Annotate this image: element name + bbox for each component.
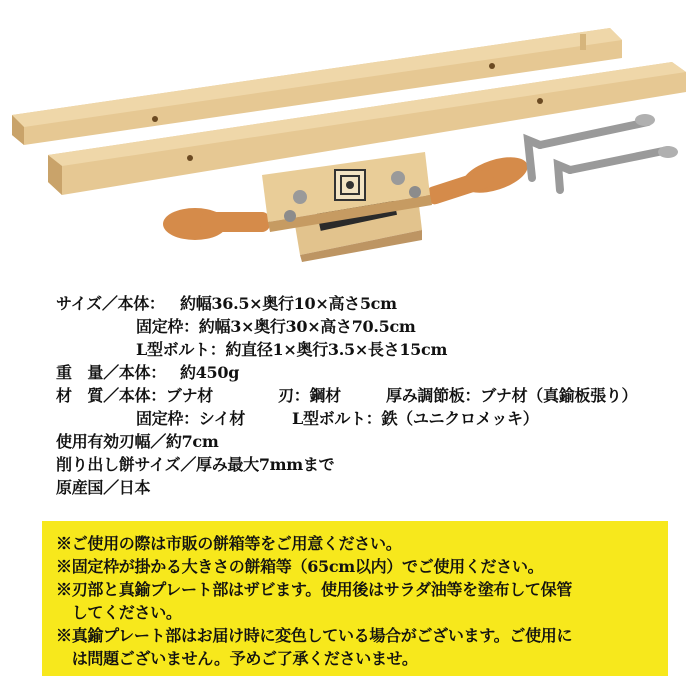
spec-weight-row	[56, 361, 676, 384]
spec-blade-width-row	[56, 430, 676, 453]
note-line-5: ※真鍮プレート部はお届け時に変色している場合がございます。ご使用に	[56, 626, 573, 645]
spec-size-body: 約幅36.5×奥行10×高さ5cm	[180, 294, 397, 313]
spec-bolt-row	[56, 338, 676, 361]
spec-material-blade: 刃：鋼材	[278, 386, 341, 405]
note-line-1: ※ご使用の際は市販の餅箱等をご用意ください。	[56, 534, 402, 553]
spec-weight-value: 約450g	[180, 363, 240, 382]
spec-size-bolt: L型ボルト：約直径1×奥行3.5×長さ15cm	[136, 340, 448, 359]
spec-material-frame: 固定枠：シイ材	[136, 409, 246, 428]
spec-size-row	[56, 292, 676, 315]
note-line-3: ※刃部と真鍮プレート部はザビます。使用後はサラダ油等を塗布して保管	[56, 580, 573, 599]
product-photo	[0, 0, 700, 280]
spec-output-row	[56, 453, 676, 476]
spec-blade-width: 使用有効刃幅／約7cm	[56, 432, 219, 451]
spec-origin-row	[56, 476, 676, 499]
spec-size-frame: 固定枠：約幅3×奥行30×高さ70.5cm	[136, 317, 416, 336]
spec-origin: 原産国／日本	[56, 478, 151, 497]
spec-material-plate: 厚み調節板：ブナ材（真鍮板張り）	[386, 386, 638, 405]
spec-size-label: サイズ／本体：	[56, 294, 165, 313]
spec-weight-label: 重 量／本体：	[56, 363, 166, 382]
spec-material-label: 材 質／本体：ブナ材	[56, 386, 214, 405]
spec-list	[56, 292, 676, 499]
l-shaped-bolts	[528, 122, 668, 190]
spec-frame-row	[56, 315, 676, 338]
spec-material-row	[56, 384, 676, 407]
spec-output-size: 削り出し餅サイズ／厚み最大7mmまで	[56, 455, 335, 474]
note-line-6: は問題ございません。予めご了承くださいませ。	[56, 649, 418, 668]
spec-material-row-2	[56, 407, 676, 430]
note-line-2: ※固定枠が掛かる大きさの餅箱等（65cm以内）でご使用ください。	[56, 557, 544, 576]
notes-box	[42, 521, 668, 676]
note-line-4: してください。	[56, 603, 182, 622]
spec-material-bolt: L型ボルト：鉄（ユニクロメッキ）	[292, 409, 539, 428]
